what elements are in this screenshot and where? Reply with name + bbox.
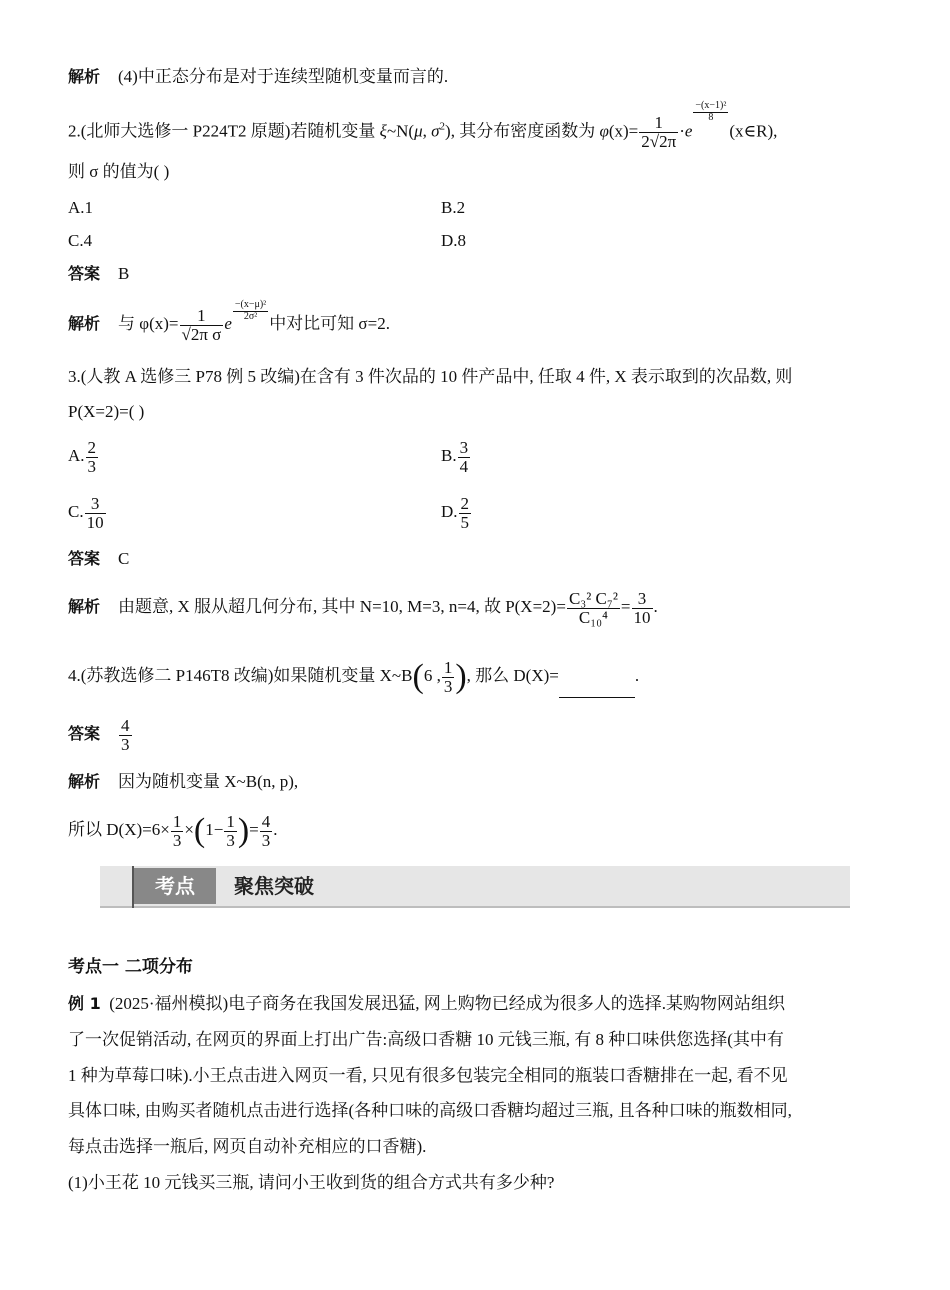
fraction-one-third (171, 813, 184, 850)
option-label: B. (441, 446, 457, 465)
fraction-one-third-inner (224, 813, 237, 850)
result-fraction (632, 590, 653, 627)
q2-e: e (684, 121, 693, 141)
option-label: C. (68, 502, 84, 521)
q2-mu: μ (414, 121, 423, 141)
fraction-numerator: 4 (121, 715, 130, 735)
answer-label: 答案 (68, 724, 101, 743)
fraction-numerator: 3 (85, 495, 106, 514)
right-paren: ) (455, 658, 467, 696)
answer-value: B (118, 264, 130, 283)
q2-exponent (692, 100, 729, 123)
fraction-numerator: 2 (460, 493, 470, 513)
option-fraction (459, 495, 472, 532)
q3-line1: 3.(人教 A 选修三 P78 例 5 改编)在含有 3 件次品的 10 件产品中, 任取 4 件, X 表示取到的次品数, 则 (68, 367, 793, 386)
fraction-denominator: 3 (121, 734, 130, 754)
q4-analysis (68, 771, 298, 793)
option-fraction (458, 439, 471, 476)
analysis-text: 由题意, X 服从超几何分布, 其中 N=10, M=3, n=4, 故 P(X=2)= (118, 597, 566, 616)
option-fraction (85, 495, 106, 532)
option-fraction (86, 439, 99, 476)
fraction-numerator: 2 (87, 437, 97, 457)
prev-analysis-line (68, 66, 448, 88)
equals-sign: = (620, 597, 631, 616)
q4-answer (68, 712, 133, 756)
q2-option-b: B.2 (441, 198, 466, 217)
left-paren: ( (193, 812, 206, 850)
q2-phi: φ (599, 121, 609, 141)
example-label: 例 1 (68, 994, 101, 1013)
q3-option-d (441, 492, 472, 532)
q3-option-c (68, 492, 107, 532)
answer-value: C (118, 549, 130, 568)
analysis-text: 与 φ(x)= (118, 314, 179, 333)
fraction-denominator: 2√2π (641, 131, 677, 151)
exponent-fraction (693, 101, 728, 123)
q2-square: 2 (439, 120, 446, 133)
q2-dist: ~N( (386, 121, 415, 141)
q2-dot: · (679, 121, 685, 141)
exponent-fraction (233, 300, 268, 322)
example-question-1: (1)小王花 10 元钱买三瓶, 请问小王收到货的组合方式共有多少种? (68, 1173, 555, 1192)
period: . (653, 597, 658, 616)
q4-arg: 6 , (423, 666, 441, 685)
q2-option-d: D.8 (441, 231, 467, 250)
q2-text-b: ), 其分布密度函数为 (445, 121, 600, 141)
analysis-fraction (180, 307, 224, 344)
fraction-numerator: C₃² C₇² (568, 588, 618, 608)
fraction-numerator: 4 (261, 811, 271, 831)
times-sign: × (184, 820, 194, 839)
q3-line2: P(X=2)=( ) (68, 402, 145, 421)
q2-line2: 则 σ 的值为( ) (68, 162, 170, 181)
fraction-numerator: 1 (226, 811, 235, 831)
fraction-denominator: C₁₀⁴ (578, 607, 608, 627)
left-paren: ( (412, 658, 424, 696)
option-label: D. (441, 502, 458, 521)
fraction-numerator: 1 (443, 657, 453, 677)
exponent-denominator: 2σ² (243, 310, 258, 322)
banner-title: 聚焦突破 (234, 874, 314, 898)
fraction-denominator: 10 (633, 607, 651, 627)
analysis-text: 因为随机变量 X~B(n, p), (118, 772, 299, 791)
analysis-fraction (567, 590, 620, 627)
analysis-text: (4)中正态分布是对于连续型随机变量而言的. (118, 67, 449, 86)
q2-line1 (68, 100, 778, 151)
exponent-numerator: −(x−μ)² (234, 299, 267, 311)
section-banner (100, 866, 850, 908)
q2-comma: , (422, 121, 432, 141)
q2-source: (北师大选修一 P224T2 原题) (80, 121, 291, 141)
analysis-text: 所以 D(X)=6× (68, 820, 170, 839)
q2-answer (68, 263, 129, 285)
option-label: A. (68, 446, 85, 465)
section-title: 考点一 二项分布 (68, 957, 193, 977)
q4-line1 (68, 654, 639, 698)
q4-text: 4.(苏教选修二 P146T8 改编)如果随机变量 X~B (68, 666, 413, 685)
fraction-denominator: 4 (459, 456, 469, 476)
banner-tab: 考点 (134, 868, 216, 904)
example-line-4: 具体口味, 由购买者随机点击进行选择(各种口味的高级口香糖均超过三瓶, 且各种口味的瓶数相同, (68, 1101, 792, 1120)
analysis-label: 解析 (68, 772, 101, 791)
fraction-denominator: 3 (87, 456, 97, 476)
q4-text-post: , 那么 D(X)= (466, 666, 559, 685)
fraction-denominator: 3 (261, 830, 271, 850)
example-line-1 (68, 993, 785, 1015)
equals-sign: = (249, 820, 259, 839)
result-fraction (260, 813, 273, 850)
q2-option-c: C.4 (68, 231, 93, 250)
example-text: (2025·福州模拟)电子商务在我国发展迅猛, 网上购物已经成为很多人的选择.某购物网站组织 (109, 994, 785, 1013)
fraction-denominator: 10 (86, 512, 104, 532)
period: . (634, 666, 640, 685)
inner-expression: 1− (205, 820, 224, 839)
analysis-text-post: 中对比可知 σ=2. (269, 314, 390, 333)
analysis-label: 解析 (68, 597, 101, 616)
answer-fraction (119, 717, 132, 754)
fraction-denominator: 3 (172, 830, 182, 850)
q2-option-a: A.1 (68, 198, 94, 217)
fraction-numerator: 1 (180, 307, 224, 326)
fraction-numerator: 1 (639, 114, 678, 133)
q3-answer (68, 548, 129, 570)
answer-label: 答案 (68, 264, 101, 283)
analysis-e: e (224, 314, 232, 333)
q4-analysis-line2 (68, 808, 278, 852)
answer-label: 答案 (68, 549, 101, 568)
fraction-denominator: √2π σ (181, 324, 222, 344)
analysis-label: 解析 (68, 314, 101, 333)
q2-x: (x)= (608, 121, 639, 141)
q2-domain: (x∈R), (729, 121, 778, 141)
example-line-5: 每点击选择一瓶后, 网页自动补充相应的口香糖). (68, 1137, 427, 1156)
fraction-denominator: 3 (226, 830, 235, 850)
q3-analysis (68, 584, 658, 630)
fraction-numerator: 3 (459, 437, 469, 457)
answer-blank (559, 681, 635, 698)
analysis-exponent (232, 292, 269, 328)
example-line-3: 1 种为草莓口味).小王点击进入网页一看, 只见有很多包装完全相同的瓶装口香糖排在一起, 看不见 (68, 1066, 788, 1085)
q3-option-a (68, 436, 99, 476)
fraction-numerator: 3 (632, 590, 653, 609)
q2-number: 2. (68, 121, 81, 141)
q2-text: 若随机变量 (290, 121, 380, 141)
right-paren: ) (237, 812, 250, 850)
fraction-denominator: 3 (443, 676, 453, 696)
example-line-2: 了一次促销活动, 在网页的界面上打出广告:高级口香糖 10 元钱三瓶, 有 8 种口味供您选择(其中有 (68, 1030, 784, 1049)
fraction-numerator: 1 (172, 811, 182, 831)
exponent-denominator: 8 (708, 111, 714, 123)
fraction-denominator: 5 (460, 512, 470, 532)
q2-analysis (68, 299, 390, 344)
q2-density-fraction (639, 114, 678, 151)
q2-xi: ξ (379, 121, 387, 141)
exponent-numerator: −(x−1)² (695, 100, 727, 112)
q2-sigma: σ (431, 121, 440, 141)
period: . (273, 820, 278, 839)
q3-option-b (441, 436, 471, 476)
analysis-label: 解析 (68, 67, 101, 86)
q4-arg-fraction (442, 659, 455, 696)
